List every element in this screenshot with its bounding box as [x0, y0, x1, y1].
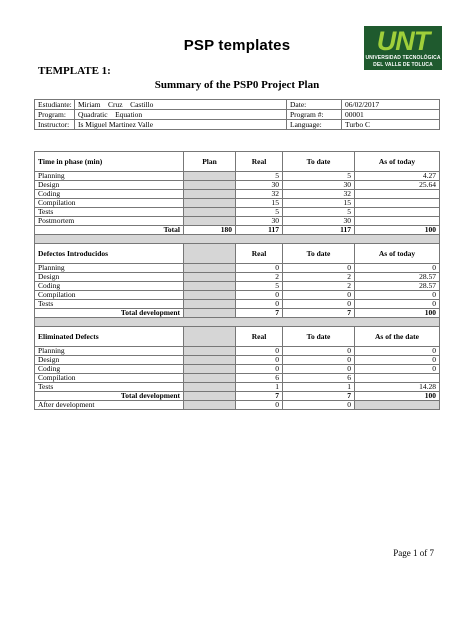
as-of-today-cell: 28.57	[355, 282, 440, 291]
to-date-cell: 30	[283, 217, 355, 226]
to-date-cell: 5	[283, 208, 355, 217]
to-date-cell: 0	[283, 264, 355, 273]
as-of-date-cell	[355, 374, 440, 383]
time-header-real: Real	[236, 152, 283, 172]
phase-cell: Design	[35, 273, 184, 282]
removed-header-row	[35, 327, 440, 347]
injected-header-phase: Defectos Introducidos	[35, 244, 184, 264]
blank-cell	[184, 356, 236, 365]
time-row	[35, 190, 440, 199]
to-date-cell: 15	[283, 199, 355, 208]
plan-cell	[184, 208, 236, 217]
blank-cell	[184, 401, 236, 410]
program-number-label: Program #:	[287, 110, 342, 120]
total-real: 7	[236, 309, 283, 318]
injected-header-blank	[184, 244, 236, 264]
to-date-cell: 0	[283, 291, 355, 300]
phase-cell: Coding	[35, 190, 184, 199]
removed-header-phase: Eliminated Defects	[35, 327, 184, 347]
injected-row	[35, 300, 440, 309]
real-cell: 5	[236, 282, 283, 291]
total-as-of-today: 100	[355, 226, 440, 235]
real-cell: 0	[236, 356, 283, 365]
psp-summary-table	[34, 151, 440, 410]
plan-cell	[184, 217, 236, 226]
phase-cell: Design	[35, 356, 184, 365]
injected-total-row	[35, 309, 440, 318]
as-of-today-cell	[355, 208, 440, 217]
as-of-today-cell: 0	[355, 264, 440, 273]
phase-cell: Tests	[35, 383, 184, 392]
university-logo	[364, 26, 442, 70]
date-value: 06/02/2017	[342, 100, 440, 110]
real-cell: 30	[236, 181, 283, 190]
injected-header-row	[35, 244, 440, 264]
time-row	[35, 199, 440, 208]
to-date-cell: 0	[283, 356, 355, 365]
to-date-cell: 2	[283, 282, 355, 291]
info-row-instructor	[35, 120, 440, 130]
plan-cell	[184, 190, 236, 199]
removed-row	[35, 374, 440, 383]
blank-cell	[184, 383, 236, 392]
phase-cell: Compilation	[35, 199, 184, 208]
project-info-table	[34, 99, 440, 130]
phase-cell: Tests	[35, 300, 184, 309]
blank-cell	[184, 374, 236, 383]
instructor-value: Is Miguel Martinez Valle	[75, 120, 287, 130]
as-of-today-cell	[355, 217, 440, 226]
logo-mark: UNT	[376, 26, 430, 56]
real-cell: 0	[236, 264, 283, 273]
injected-header-as-of-today: As of today	[355, 244, 440, 264]
removed-row	[35, 347, 440, 356]
phase-cell: Tests	[35, 208, 184, 217]
after-development-row	[35, 401, 440, 410]
total-as-of-today: 100	[355, 309, 440, 318]
time-row	[35, 217, 440, 226]
language-value: Turbo C	[342, 120, 440, 130]
to-date-cell: 0	[283, 365, 355, 374]
as-of-today-cell: 25.64	[355, 181, 440, 190]
info-row-program	[35, 110, 440, 120]
phase-cell: Planning	[35, 264, 184, 273]
student-label: Estudiante:	[35, 100, 75, 110]
phase-cell: Coding	[35, 365, 184, 374]
real-cell: 0	[236, 365, 283, 374]
after-real: 0	[236, 401, 283, 410]
real-cell: 0	[236, 291, 283, 300]
injected-row	[35, 282, 440, 291]
summary-title: Summary of the PSP0 Project Plan	[154, 79, 320, 91]
section-separator	[35, 235, 440, 244]
to-date-cell: 30	[283, 181, 355, 190]
template-label: TEMPLATE 1:	[38, 65, 111, 77]
real-cell: 2	[236, 273, 283, 282]
as-of-today-cell: 4.27	[355, 172, 440, 181]
total-real: 7	[236, 392, 283, 401]
to-date-cell: 2	[283, 273, 355, 282]
injected-header-to-date: To date	[283, 244, 355, 264]
real-cell: 15	[236, 199, 283, 208]
page-number: Page 1 of 7	[393, 548, 434, 558]
to-date-cell: 32	[283, 190, 355, 199]
section-separator	[35, 318, 440, 327]
injected-header-real: Real	[236, 244, 283, 264]
total-as-of-date: 100	[355, 392, 440, 401]
phase-cell: Planning	[35, 172, 184, 181]
blank-cell	[184, 365, 236, 374]
phase-cell: Planning	[35, 347, 184, 356]
time-header-to-date: To date	[283, 152, 355, 172]
blank-cell	[184, 282, 236, 291]
blank-cell	[355, 401, 440, 410]
as-of-date-cell: 0	[355, 365, 440, 374]
page-title: PSP templates	[183, 37, 291, 54]
program-number-value: 00001	[342, 110, 440, 120]
removed-header-to-date: To date	[283, 327, 355, 347]
removed-row	[35, 365, 440, 374]
removed-row	[35, 383, 440, 392]
instructor-label: Instructor:	[35, 120, 75, 130]
as-of-today-cell: 0	[355, 291, 440, 300]
program-value: Quadratic Equation	[75, 110, 287, 120]
total-label: Total	[35, 226, 184, 235]
student-value: Miriam Cruz Castillo	[75, 100, 287, 110]
as-of-today-cell	[355, 190, 440, 199]
to-date-cell: 6	[283, 374, 355, 383]
total-to-date: 7	[283, 392, 355, 401]
plan-cell	[184, 172, 236, 181]
injected-row	[35, 291, 440, 300]
to-date-cell: 1	[283, 383, 355, 392]
phase-cell: Design	[35, 181, 184, 190]
time-row	[35, 208, 440, 217]
time-header-plan: Plan	[184, 152, 236, 172]
real-cell: 5	[236, 208, 283, 217]
real-cell: 32	[236, 190, 283, 199]
to-date-cell: 0	[283, 300, 355, 309]
removed-header-real: Real	[236, 327, 283, 347]
real-cell: 6	[236, 374, 283, 383]
removed-header-as-of-date: As of the date	[355, 327, 440, 347]
blank-cell	[184, 347, 236, 356]
plan-cell	[184, 181, 236, 190]
date-label: Date:	[287, 100, 342, 110]
time-total-row	[35, 226, 440, 235]
as-of-today-cell	[355, 199, 440, 208]
blank-cell	[184, 392, 236, 401]
to-date-cell: 0	[283, 347, 355, 356]
phase-cell: Compilation	[35, 291, 184, 300]
removed-total-row	[35, 392, 440, 401]
blank-cell	[184, 309, 236, 318]
logo-line-1: UNIVERSIDAD TECNOLÓGICA	[365, 55, 441, 61]
time-header-as-of-today: As of today	[355, 152, 440, 172]
as-of-today-cell: 0	[355, 300, 440, 309]
plan-cell	[184, 199, 236, 208]
after-development-label: After development	[35, 401, 184, 410]
total-plan: 180	[184, 226, 236, 235]
time-header-phase: Time in phase (min)	[35, 152, 184, 172]
time-row	[35, 172, 440, 181]
total-to-date: 7	[283, 309, 355, 318]
as-of-date-cell: 0	[355, 356, 440, 365]
as-of-date-cell: 14.28	[355, 383, 440, 392]
blank-cell	[184, 291, 236, 300]
real-cell: 0	[236, 347, 283, 356]
to-date-cell: 5	[283, 172, 355, 181]
removed-header-blank	[184, 327, 236, 347]
time-row	[35, 181, 440, 190]
blank-cell	[184, 264, 236, 273]
real-cell: 30	[236, 217, 283, 226]
phase-cell: Compilation	[35, 374, 184, 383]
total-label: Total development	[35, 392, 184, 401]
after-to-date: 0	[283, 401, 355, 410]
real-cell: 0	[236, 300, 283, 309]
removed-row	[35, 356, 440, 365]
total-real: 117	[236, 226, 283, 235]
language-label: Language:	[287, 120, 342, 130]
as-of-today-cell: 28.57	[355, 273, 440, 282]
as-of-date-cell: 0	[355, 347, 440, 356]
logo-line-2: DEL VALLE DE TOLUCA	[373, 62, 433, 68]
real-cell: 1	[236, 383, 283, 392]
total-label: Total development	[35, 309, 184, 318]
time-header-row	[35, 152, 440, 172]
injected-row	[35, 273, 440, 282]
phase-cell: Postmortem	[35, 217, 184, 226]
blank-cell	[184, 300, 236, 309]
program-label: Program:	[35, 110, 75, 120]
blank-cell	[184, 273, 236, 282]
real-cell: 5	[236, 172, 283, 181]
info-row-student	[35, 100, 440, 110]
phase-cell: Coding	[35, 282, 184, 291]
total-to-date: 117	[283, 226, 355, 235]
injected-row	[35, 264, 440, 273]
